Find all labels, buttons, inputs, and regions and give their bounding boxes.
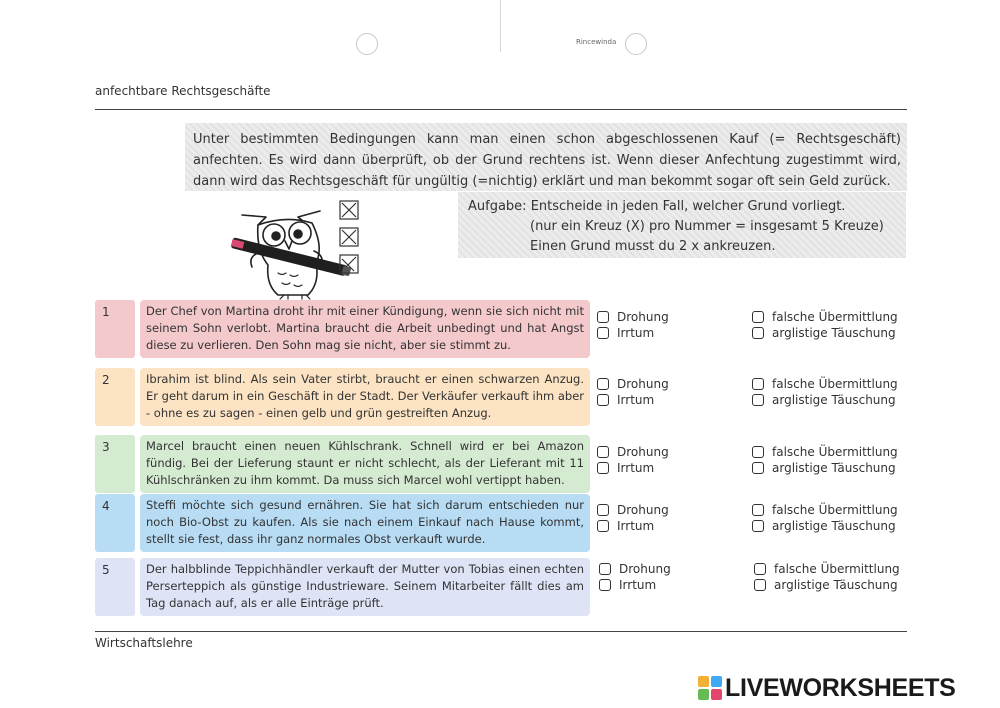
case-number-cell [95,558,135,616]
owl-illustration [228,195,363,300]
checkbox[interactable] [597,446,609,458]
checkbox[interactable] [597,504,609,516]
case-number: 5 [102,563,110,577]
option-label: falsche Übermittlung [772,310,898,324]
option-arglistige-taeuschung[interactable] [752,326,896,340]
option-drohung[interactable] [597,377,669,391]
option-drohung[interactable] [597,310,669,324]
checkbox[interactable] [752,446,764,458]
footer-rule [95,631,907,632]
checkbox[interactable] [754,579,766,591]
option-falsche-uebermittlung[interactable] [752,310,898,324]
page-circle-right [625,33,647,55]
option-label: Irrtum [617,393,655,407]
checkbox[interactable] [752,394,764,406]
case-text: Marcel braucht einen neuen Kühlschrank. Schnell wird er bei Amazon fündig. Bei der Lieferung staunt er nicht schlecht, als der Lieferant mit 11 Kühlschränken zu ihm kommt. Da muss sich Marcel wohl vertippt haben. [146,439,584,487]
option-drohung[interactable] [599,562,671,576]
checkbox[interactable] [599,563,611,575]
intro-text: Unter bestimmten Bedingungen kann man einen schon abgeschlossenen Kauf (= Rechtsgeschäft) anfechten. Es wird dann überprüft, ob der Grund rechtens ist. Wenn dieser Anfechtung zugestimmt wird, dann wird das Rechtsgeschäft für ungültig (=nichtig) erklärt und man bekommt sogar oft sein Geld zurück. [193,132,901,189]
intro-box [185,123,907,191]
case-number: 2 [102,373,110,387]
liveworksheets-logo [698,674,956,702]
option-label: falsche Übermittlung [772,503,898,517]
option-label: Irrtum [619,578,657,592]
case-number: 1 [102,305,110,319]
checkbox[interactable] [754,563,766,575]
option-label: Drohung [617,377,669,391]
option-irrtum[interactable] [597,519,654,533]
option-label: Drohung [617,310,669,324]
case-number-cell [95,368,135,426]
case-number: 4 [102,499,110,513]
checkbox[interactable] [752,311,764,323]
option-label: falsche Übermittlung [774,562,900,576]
checkbox[interactable] [597,311,609,323]
checkbox[interactable] [597,462,609,474]
option-irrtum[interactable] [597,461,654,475]
case-number-cell [95,494,135,552]
option-label: arglistige Täuschung [772,519,896,533]
page-circle-left [356,33,378,55]
case-text-box [140,494,590,552]
task-box [458,192,906,258]
header-rule [95,109,907,110]
case-text: Der Chef von Martina droht ihr mit einer Kündigung, wenn sie sich nicht mit seinem Sohn verlobt. Martina braucht die Arbeit unbedingt und hat Angst diese zu verlieren. Den Sohn mag sie nicht, aber sie stimmt zu. [146,304,584,352]
option-drohung[interactable] [597,445,669,459]
option-irrtum[interactable] [597,326,654,340]
logo-text: LIVEWORKSHEETS [725,673,956,702]
option-label: Drohung [619,562,671,576]
case-number: 3 [102,440,110,454]
option-label: Drohung [617,503,669,517]
option-label: arglistige Täuschung [774,578,898,592]
owl-with-marker-icon [228,195,363,300]
case-text: Ibrahim ist blind. Als sein Vater stirbt, braucht er einen schwarzen Anzug. Er geht darum in ein Geschäft in der Stadt. Der Verkäufer verkauft ihm aber - ohne es zu sagen - einen gelb und grün gestreiften Anzug. [146,372,584,420]
option-label: arglistige Täuschung [772,393,896,407]
option-drohung[interactable] [597,503,669,517]
case-text: Steffi möchte sich gesund ernähren. Sie hat sich darum entschieden nur noch Bio-Obst zu kaufen. Als sie nach einem Einkauf nach Hause kommt, stellt sie fest, dass ihr ganz normales Obst verkauft wurde. [146,498,584,546]
option-label: arglistige Täuschung [772,326,896,340]
option-label: Irrtum [617,519,655,533]
case-text-box [140,300,590,358]
option-label: Irrtum [617,461,655,475]
task-line-1: Aufgabe: Entscheide in jeden Fall, welcher Grund vorliegt. [468,199,846,214]
task-line-2: (nur ein Kreuz (X) pro Nummer = insgesamt 5 Kreuze) [530,219,884,234]
option-falsche-uebermittlung[interactable] [754,562,900,576]
option-label: Irrtum [617,326,655,340]
checkbox[interactable] [597,327,609,339]
option-label: falsche Übermittlung [772,445,898,459]
option-arglistige-taeuschung[interactable] [752,461,896,475]
checkbox[interactable] [597,520,609,532]
task-line-3: Einen Grund musst du 2 x ankreuzen. [530,239,776,254]
checkbox[interactable] [597,394,609,406]
case-number-cell [95,435,135,493]
case-text: Der halbblinde Teppichhändler verkauft der Mutter von Tobias einen echten Perserteppich als günstige Industrieware. Seinem Mitarbeiter fällt dies am Tag danach auf, als er alle Einträge prüft. [146,562,584,610]
option-arglistige-taeuschung[interactable] [752,519,896,533]
option-irrtum[interactable] [599,578,656,592]
checkbox[interactable] [599,579,611,591]
page-divider-top [500,0,501,52]
checkbox[interactable] [752,327,764,339]
checkbox[interactable] [752,378,764,390]
option-arglistige-taeuschung[interactable] [754,578,898,592]
liveworksheets-logo-icon [698,676,722,700]
case-text-box [140,368,590,426]
option-falsche-uebermittlung[interactable] [752,445,898,459]
option-falsche-uebermittlung[interactable] [752,377,898,391]
case-text-box [140,435,590,493]
page-title: anfechtbare Rechtsgeschäfte [95,84,271,98]
checkbox[interactable] [597,378,609,390]
option-irrtum[interactable] [597,393,654,407]
option-label: falsche Übermittlung [772,377,898,391]
checkbox[interactable] [752,504,764,516]
option-falsche-uebermittlung[interactable] [752,503,898,517]
author-label: Rincewinda [576,38,617,46]
case-number-cell [95,300,135,358]
checkbox[interactable] [752,462,764,474]
footer-label: Wirtschaftslehre [95,636,193,650]
option-arglistige-taeuschung[interactable] [752,393,896,407]
checkbox[interactable] [752,520,764,532]
case-text-box [140,558,590,616]
option-label: Drohung [617,445,669,459]
option-label: arglistige Täuschung [772,461,896,475]
